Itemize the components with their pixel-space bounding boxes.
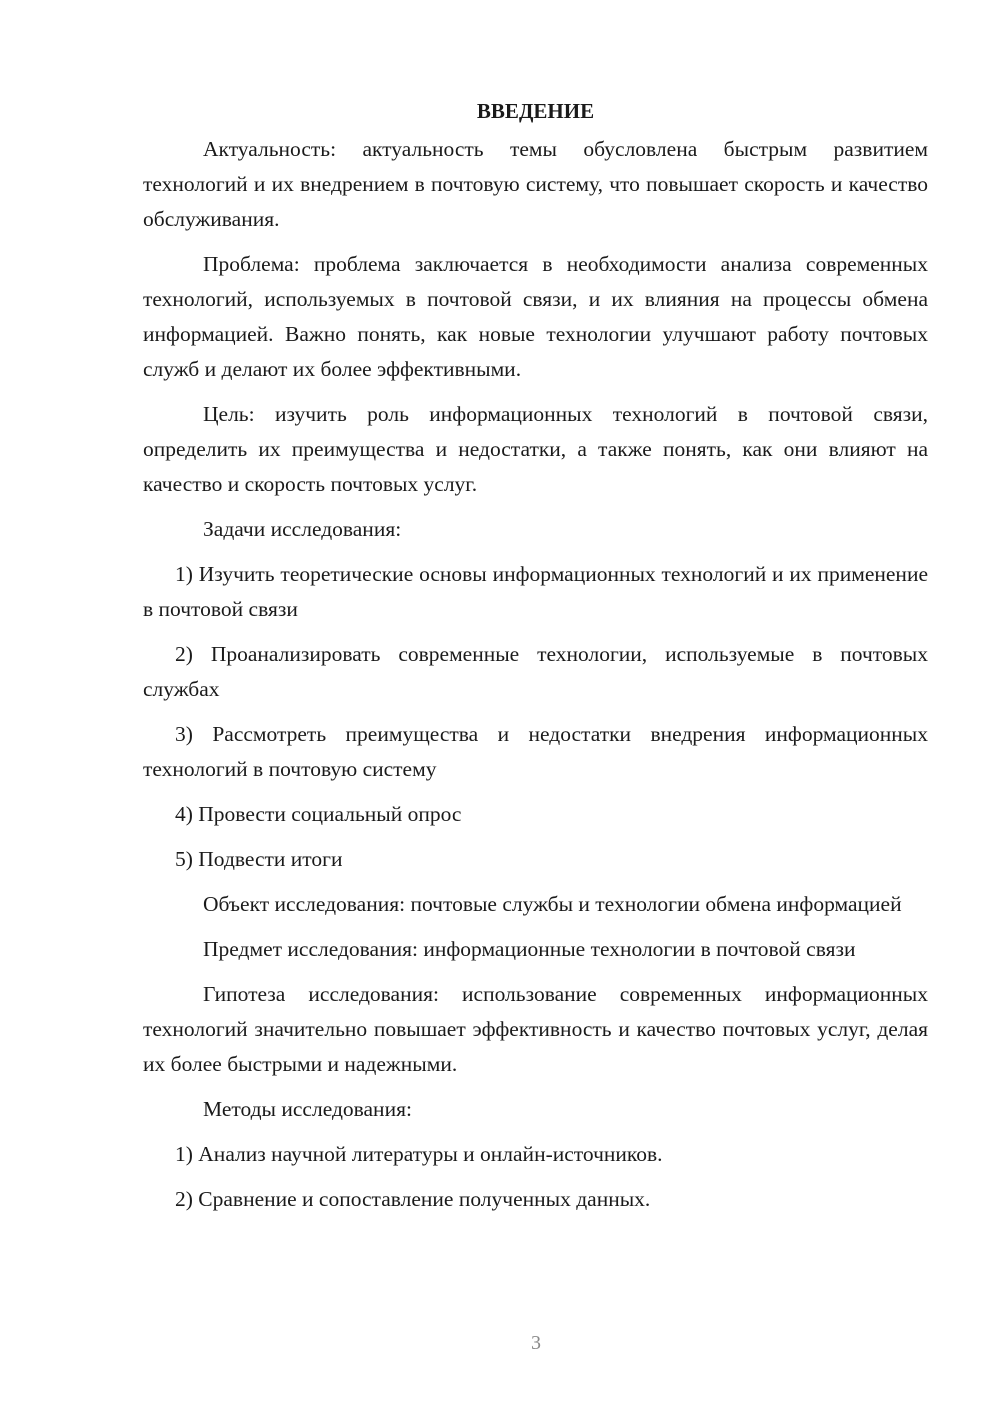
task-item-5: 5) Подвести итоги [175,847,343,871]
task-item-4: 4) Провести социальный опрос [175,802,462,826]
page-number: 3 [531,1332,541,1354]
tasks-heading: Задачи исследования: [203,517,402,541]
task-item-3: 3) Рассмотреть преимущества и недостатки внедрения информационных технологий в почтовую систему [143,722,928,781]
relevance-paragraph: Актуальность: актуальность темы обусловлена быстрым развитием технологий и их внедрением в почтовую систему, что повышает скорость и качество обслуживания. [143,137,928,231]
task-item-1: 1) Изучить теоретические основы информационных технологий и их применение в почтовой связи [143,562,928,621]
methods-heading: Методы исследования: [203,1097,412,1121]
object-paragraph: Объект исследования: почтовые службы и технологии обмена информацией [203,892,902,916]
section-title: ВВЕДЕНИЕ [476,99,595,123]
task-item-2: 2) Проанализировать современные технологии, используемые в почтовых службах [143,642,928,701]
method-item-2: 2) Сравнение и сопоставление полученных данных. [175,1187,651,1211]
problem-paragraph: Проблема: проблема заключается в необходимости анализа современных технологий, используемых в почтовой связи, и их влияния на процессы обмена информацией. Важно понять, как новые технологии улучшают работу почтовых служб и делают их более эффективными. [143,252,928,381]
subject-paragraph: Предмет исследования: информационные технологии в почтовой связи [203,937,856,961]
goal-paragraph: Цель: изучить роль информационных технологий в почтовой связи, определить их преимущества и недостатки, а также понять, как они влияют на качество и скорость почтовых услуг. [143,402,928,496]
hypothesis-paragraph: Гипотеза исследования: использование современных информационных технологий значительно повышает эффективность и качество почтовых услуг, делая их более быстрыми и надежными. [143,982,928,1076]
method-item-1: 1) Анализ научной литературы и онлайн-источников. [175,1142,663,1166]
document-page [143,96,928,1227]
